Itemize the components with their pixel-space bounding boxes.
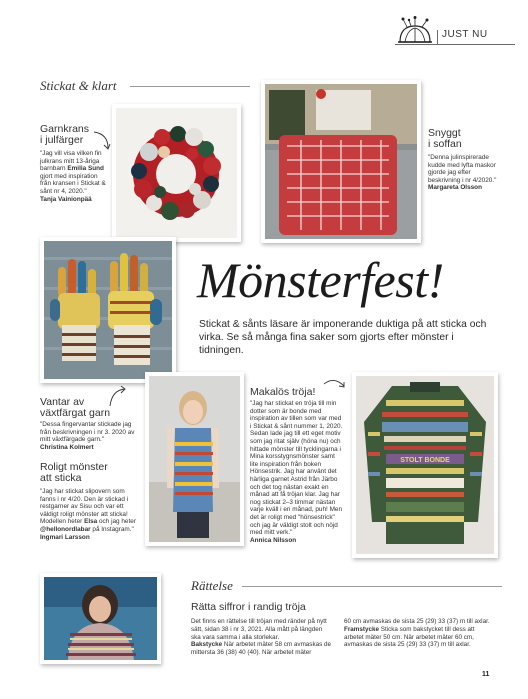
makalos-body: "Jag har stickat en tröja till min dotter som är bonde med inspiration av tillen som var med i Stickat & sånt nummer 1, 2020. Sedan lade jag till ett eget motiv som jag ritat själv (höna nu) och hittade mönster till tycklingarna i Mina korsstygnsmönster samt lite inspiration från boken Hönsestrik. Jag har använt det härliga garnet Astrid från Järbo och det tog nästan exakt en månad att få tröjan klar. Jag har nog stickat 2–3 timmar nästan varje kväll i en månad, puh! Men det är roligt med "hönsestrick" och jag är väldigt stolt och nöjd med mitt verk." Annica Nilsson	[250, 400, 343, 544]
sweater-photo	[352, 372, 498, 558]
vantar-heading: Vantar av växtfärgat garn	[40, 396, 111, 419]
rattelse-heading: Rätta siffror i randig tröja	[191, 601, 306, 613]
rattelse-rule	[242, 586, 502, 587]
snyggt-body: "Denna julinspirerade kudde med lyfta maskor gjorde jag efter beskrivning i nr 4/2020." Margareta Olsson	[428, 154, 500, 192]
sweater-motto: STOLT BONDE	[400, 457, 450, 464]
roligt-signature: Ingmari Larsson	[40, 533, 90, 541]
striped-sweater-photo	[40, 573, 161, 664]
vantar-body: "Dessa fingervantar stickade jag från beskrivningen i nr 3. 2020 av mitt växtfärgade garn." Christina Kolmert	[40, 421, 140, 451]
rattelse-col1: Det finns en rättelse till tröjan med ränder på nytt sätt, sidan 38 i nr 3, 2021. Alla mått på längden ska vara samma i alla storlekar. Bakstycke När arbetet mäter 58 cm avmaskas de mittersta 36 (38) 40 (40). När arbetet mäter	[191, 618, 332, 657]
roligt-body: "Jag har stickat slipovern som fanns i nr 4/20. Den är stickad i restgarner av Sisu och var ett väldigt roligt mönster att sticka! Modellen heter Elsa och jag heter @hellonordlabar på Instagram." Ingmari Larsson	[40, 488, 136, 541]
pincushion-icon	[395, 16, 435, 46]
makalos-heading: Makalös tröja!	[250, 386, 316, 398]
section-title: Stickat & klart	[40, 78, 117, 93]
vantar-signature: Christina Kolmert	[40, 443, 94, 451]
gloves-photo	[40, 237, 176, 383]
rattelse-section-title: Rättelse	[191, 578, 233, 593]
curved-arrow-icon	[322, 376, 348, 394]
makalos-signature: Annica Nilsson	[250, 536, 297, 544]
roligt-heading: Roligt mönster att sticka	[40, 461, 108, 484]
main-intro: Stickat & sånts läsare är imponerande duktiga på att sticka och virka. Se så många fina saker som gjorts efter mönster i tidningen.	[199, 319, 487, 357]
garnkrans-signature: Tanja Vainionpää	[40, 195, 92, 203]
curved-arrow-icon	[107, 386, 129, 408]
slipover-photo	[145, 372, 244, 546]
curved-arrow-icon	[92, 130, 112, 152]
garnkrans-body: "Jag vill visa vilken fin julkrans mitt 13-åriga barnbarn Emilia Sund gjort med inspiration från kransen i Stickat & sånt nr 4, 2020." Tanja Vainionpää	[40, 150, 108, 203]
pillow-photo	[261, 80, 421, 243]
snyggt-signature: Margareta Olsson	[428, 184, 482, 192]
snyggt-heading: Snyggt i soffan	[428, 127, 462, 150]
page-number: 11	[482, 671, 490, 678]
main-title: Mönsterfest!	[197, 252, 444, 308]
garnkrans-heading: Garnkrans i julfärger	[40, 123, 90, 146]
section-label: JUST NU	[442, 29, 488, 40]
rattelse-col2: 60 cm avmaskas de sista 25 (29) 33 (37) m till axlar. Framstycke Sticka som bakstycket till dess att arbetet mäter 50 cm. När arbetet mäter 60 cm, avmaskas de sista 25 (29) 33 (37) m till axlar.	[344, 618, 490, 649]
section-rule	[130, 86, 250, 87]
wreath-photo	[112, 104, 241, 242]
header-divider	[437, 30, 438, 45]
